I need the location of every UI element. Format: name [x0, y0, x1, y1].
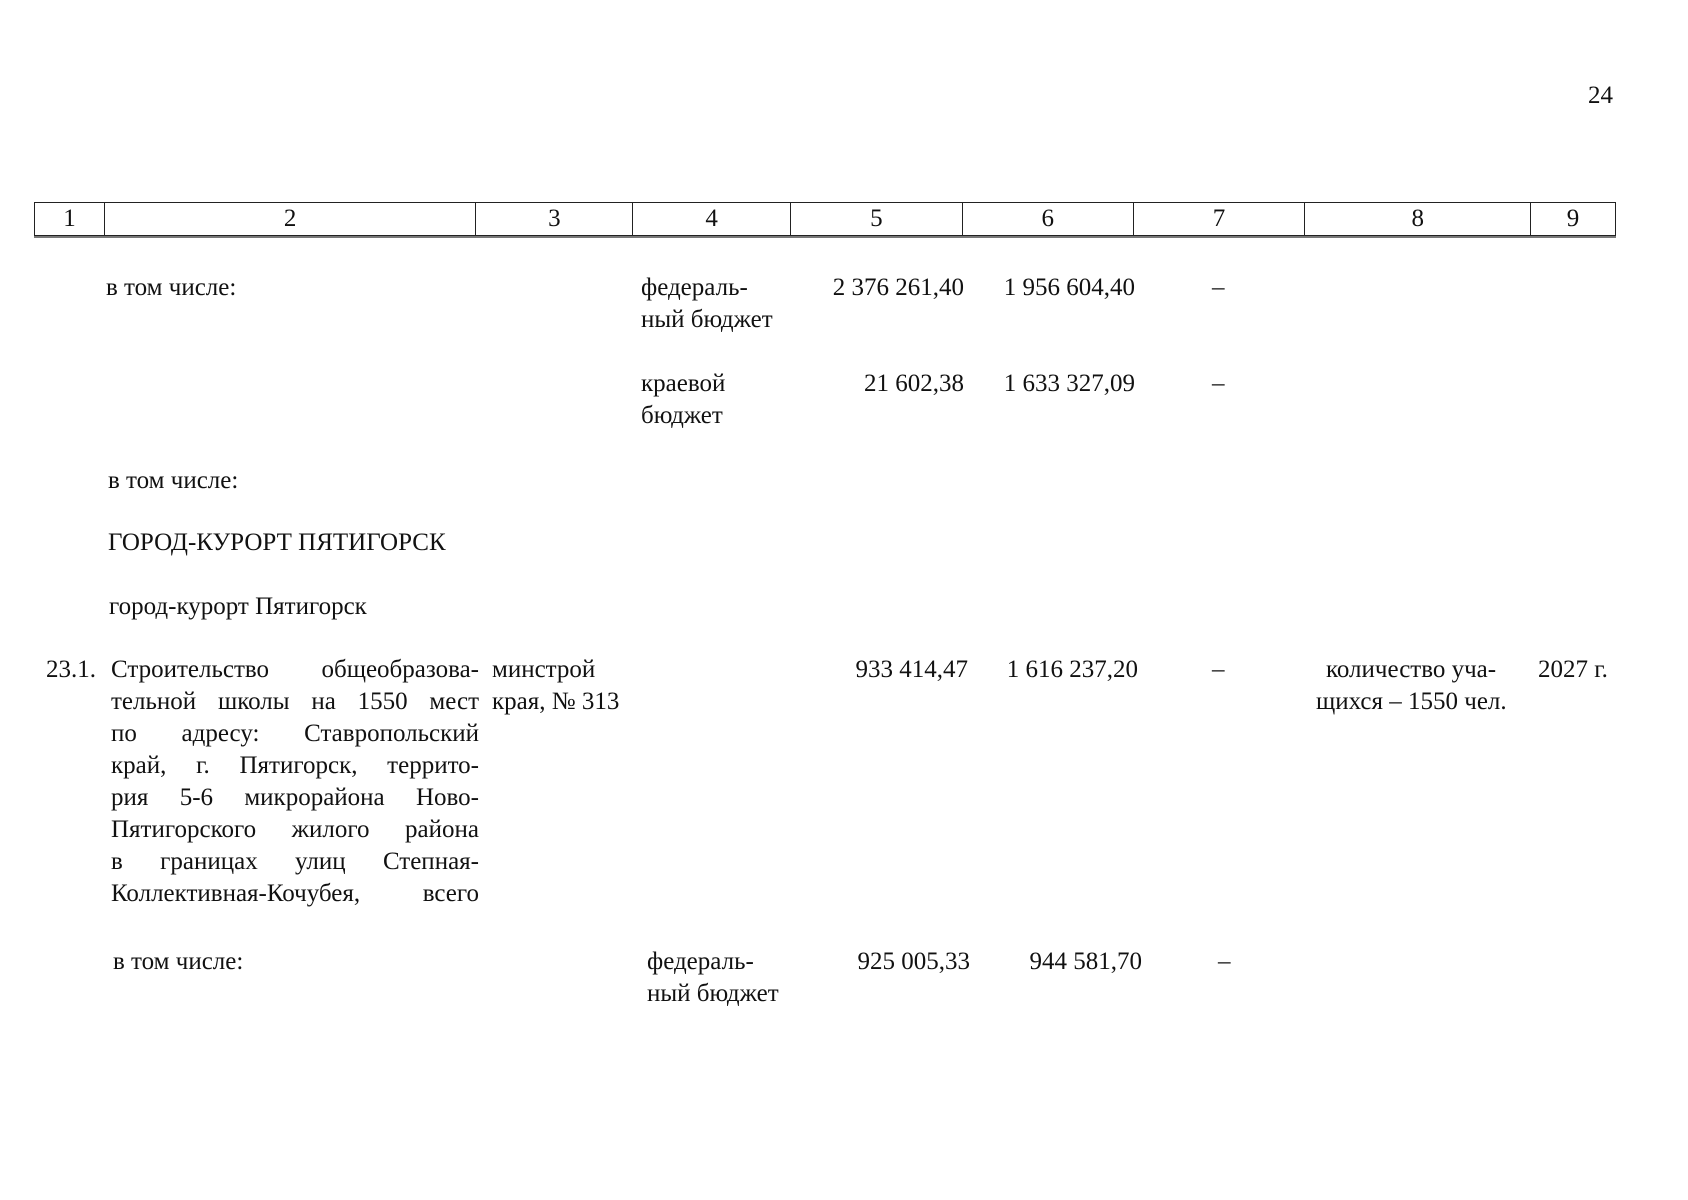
executor-line2: края, № 313 [492, 688, 620, 715]
header-col-1: 1 [35, 203, 105, 235]
executor-line1: минстрой [492, 656, 596, 683]
header-col-5: 5 [791, 203, 963, 235]
row2-col7-dash: – [1212, 370, 1225, 397]
row2-budget-line1: краевой [641, 370, 726, 397]
result-line2: щихся – 1550 чел. [1316, 688, 1507, 715]
header-col-4: 4 [633, 203, 791, 235]
row3-label: в том числе: [108, 467, 239, 494]
header-col-2: 2 [105, 203, 477, 235]
header-col-6: 6 [963, 203, 1134, 235]
row1-col6-value: 1 956 604,40 [1003, 274, 1135, 301]
row2-col6-value: 1 633 327,09 [1003, 370, 1135, 397]
table-header [34, 202, 1616, 236]
row1-budget-line1: федераль- [641, 274, 748, 301]
description-line: в границах улиц Степная- [111, 848, 479, 875]
header-col-9: 9 [1566, 205, 1580, 232]
description-line: рия 5-6 микрорайона Ново- [111, 784, 479, 811]
row2-budget-line2: бюджет [641, 402, 723, 429]
row7-budget-line1: федераль- [647, 948, 754, 975]
description-line: по адресу: Ставропольский [111, 720, 479, 747]
row7-budget-line2: ный бюджет [647, 980, 779, 1007]
row1-col7-dash: – [1212, 274, 1225, 301]
row7-col6-value: 944 581,70 [1029, 948, 1142, 975]
row1-budget-line2: ный бюджет [641, 306, 773, 333]
item-year: 2027 г. [1538, 656, 1608, 683]
row7-label: в том числе: [113, 948, 244, 975]
header-col-7: 7 [1134, 203, 1306, 235]
section-title: ГОРОД-КУРОРТ ПЯТИГОРСК [108, 529, 446, 556]
description-line: Строительство общеобразова- [111, 656, 479, 683]
header-col-8: 8 [1305, 203, 1531, 235]
row6-col6-value: 1 616 237,20 [1006, 656, 1138, 683]
description-line: край, г. Пятигорск, террито- [111, 752, 479, 779]
row7-col5-value: 925 005,33 [857, 948, 970, 975]
row6-col5-value: 933 414,47 [855, 656, 968, 683]
description-line: тельной школы на 1550 мест [111, 688, 479, 715]
description-line: Коллективная-Кочубея, всего [111, 880, 479, 907]
item-number: 23.1. [46, 656, 96, 683]
row7-col7-dash: – [1218, 948, 1231, 975]
result-line1: количество уча- [1326, 656, 1497, 683]
page-number: 24 [1588, 82, 1613, 109]
item-description [111, 654, 479, 910]
row6-col7-dash: – [1212, 656, 1225, 683]
row2-col5-value: 21 602,38 [864, 370, 964, 397]
subsection-title: город-курорт Пятигорск [109, 593, 367, 620]
row1-label: в том числе: [106, 274, 237, 301]
description-line: Пятигорского жилого района [111, 816, 479, 843]
row1-col5-value: 2 376 261,40 [832, 274, 964, 301]
header-col-3: 3 [476, 203, 633, 235]
